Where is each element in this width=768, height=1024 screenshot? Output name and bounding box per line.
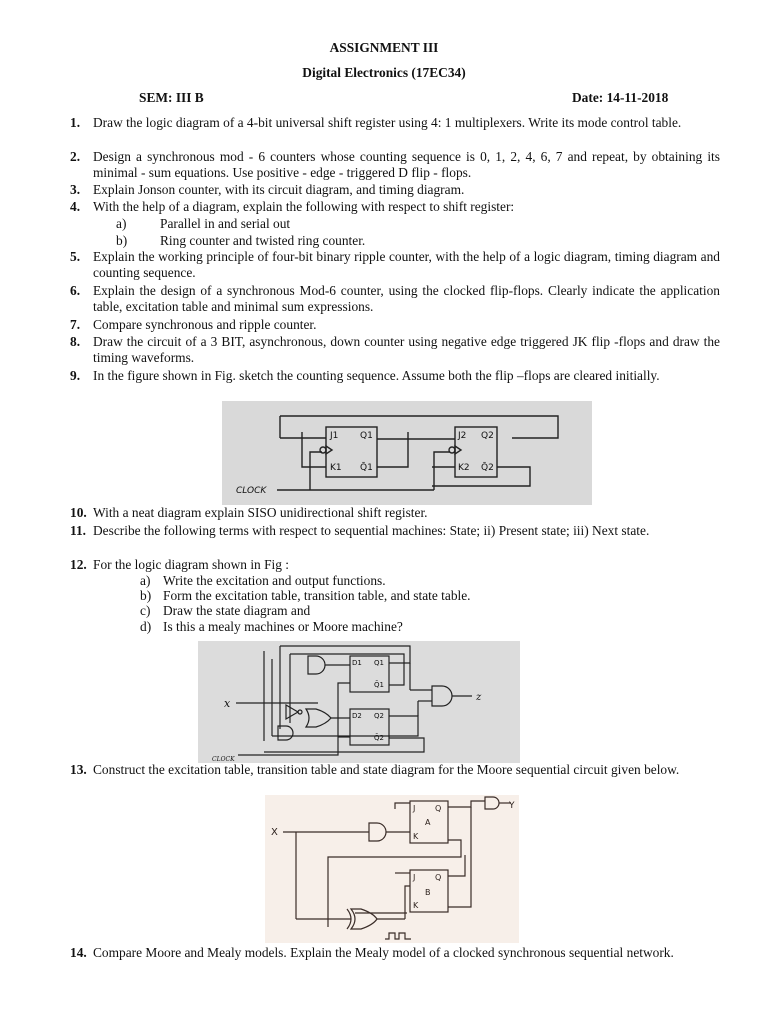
j1-label: J1 (330, 431, 339, 441)
clock-label: CLOCK (236, 486, 267, 496)
question-text: Compare Moore and Mealy models. Explain the Mealy model of a clocked synchronous sequential network. (93, 945, 674, 960)
item-text: Form the excitation table, transition table, and state table. (163, 588, 471, 603)
question-number: 8. (70, 334, 81, 349)
q12-item-b (140, 588, 471, 604)
item-text: Draw the state diagram and (163, 603, 311, 618)
svg-text:K: K (413, 901, 419, 910)
svg-text:J: J (413, 873, 416, 882)
figure-jk-counter (222, 401, 592, 505)
svg-text:D2: D2 (352, 712, 362, 720)
q2-label: Q2 (481, 431, 494, 441)
svg-text:Q: Q (435, 873, 442, 882)
svg-text:Q̄2: Q̄2 (374, 734, 384, 742)
question-text: Explain the working principle of four-bit binary ripple counter, with the help of a logic diagram, timing diagram and counting sequence. (93, 249, 720, 281)
question-1 (70, 115, 720, 131)
q12-item-d (140, 619, 403, 635)
assignment-title: ASSIGNMENT III (329, 40, 439, 55)
figure-moore-circuit (265, 795, 519, 943)
question-number: 11. (70, 523, 86, 538)
question-4 (70, 199, 720, 215)
item-text: Ring counter and twisted ring counter. (160, 233, 366, 248)
question-number: 9. (70, 368, 81, 383)
question-text: Draw the circuit of a 3 BIT, asynchronous, down counter using negative edge triggered JK flip -flops and draw the timing waveforms. (93, 334, 720, 366)
svg-text:J: J (413, 804, 416, 813)
question-8 (70, 334, 720, 367)
question-text: Compare synchronous and ripple counter. (93, 317, 317, 332)
q12-item-a (140, 573, 386, 589)
j2-label: J2 (458, 431, 467, 441)
question-13 (70, 762, 720, 778)
question-text: Explain Jonson counter, with its circuit diagram, and timing diagram. (93, 182, 465, 197)
question-text: With the help of a diagram, explain the following with respect to shift register: (93, 199, 515, 214)
z-output-label: z (476, 692, 482, 703)
q4-item-b (116, 233, 365, 249)
item-label: b) (140, 588, 152, 603)
k2-label: K2 (458, 463, 470, 473)
semester-label: SEM: III B (139, 90, 204, 105)
item-label: d) (140, 619, 152, 634)
question-number: 2. (70, 149, 81, 164)
clock-label: CLOCK (212, 756, 235, 763)
q1-label: Q1 (360, 431, 373, 441)
svg-text:Q1: Q1 (374, 659, 384, 667)
item-label: a) (140, 573, 151, 588)
q2-bar-label: Q̄2 (481, 463, 494, 473)
date-label: Date: 14-11-2018 (572, 90, 669, 105)
question-number: 13. (70, 762, 87, 777)
item-text: Write the excitation and output functions. (163, 573, 386, 588)
question-text: With a neat diagram explain SISO unidirectional shift register. (93, 505, 428, 520)
question-text: In the figure shown in Fig. sketch the counting sequence. Assume both the flip –flops are cleared initially. (93, 368, 660, 383)
svg-text:Q̄1: Q̄1 (374, 681, 384, 689)
question-6 (70, 283, 720, 316)
question-9 (70, 368, 720, 384)
question-2 (70, 149, 720, 182)
question-number: 14. (70, 945, 87, 960)
item-text: Parallel in and serial out (160, 216, 291, 231)
x-input-label: X (271, 827, 278, 838)
question-text: Describe the following terms with respect to sequential machines: State; ii) Present state; iii) Next state. (93, 523, 650, 538)
question-11 (70, 523, 720, 539)
question-text: Explain the design of a synchronous Mod-6 counter, using the clocked flip-flops. Clearly indicate the application table, excitation table and minimal sum expressions. (93, 283, 720, 315)
svg-text:D1: D1 (352, 659, 362, 667)
question-number: 5. (70, 249, 81, 264)
q4-item-a (116, 216, 290, 232)
flipflop-b-label: B (425, 888, 431, 897)
question-text: Construct the excitation table, transition table and state diagram for the Moore sequential circuit given below. (93, 762, 680, 777)
svg-text:Q2: Q2 (374, 712, 384, 720)
question-number: 7. (70, 317, 81, 332)
x-input-label: x (224, 697, 231, 710)
question-number: 12. (70, 557, 87, 572)
item-label: a) (116, 216, 127, 231)
question-number: 6. (70, 283, 81, 298)
question-14 (70, 945, 720, 961)
question-text: Draw the logic diagram of a 4-bit universal shift register using 4: 1 multiplexers. Write its mode control table. (93, 115, 682, 130)
svg-text:Q: Q (435, 804, 442, 813)
question-text: Design a synchronous mod - 6 counters whose counting sequence is 0, 1, 2, 4, 6, 7 and repeat, by obtaining its minimal - sum equations. Use positive - edge - triggered D flip - flops. (93, 149, 720, 181)
y-output-label: Y (509, 801, 515, 811)
subject-title: Digital Electronics (17EC34) (302, 65, 466, 80)
question-text: For the logic diagram shown in Fig : (93, 557, 290, 572)
question-3 (70, 182, 720, 198)
question-12 (70, 557, 720, 573)
question-5 (70, 249, 720, 282)
question-7 (70, 317, 720, 333)
question-number: 3. (70, 182, 81, 197)
k1-label: K1 (330, 463, 342, 473)
svg-text:K: K (413, 832, 419, 841)
item-text: Is this a mealy machines or Moore machine? (163, 619, 403, 634)
figure-logic-diagram (198, 641, 520, 763)
question-number: 10. (70, 505, 87, 520)
question-number: 4. (70, 199, 81, 214)
question-10 (70, 505, 720, 521)
q1-bar-label: Q̄1 (360, 463, 373, 473)
q12-item-c (140, 603, 310, 619)
item-label: c) (140, 603, 151, 618)
question-number: 1. (70, 115, 81, 130)
item-label: b) (116, 233, 128, 248)
flipflop-a-label: A (425, 818, 431, 827)
